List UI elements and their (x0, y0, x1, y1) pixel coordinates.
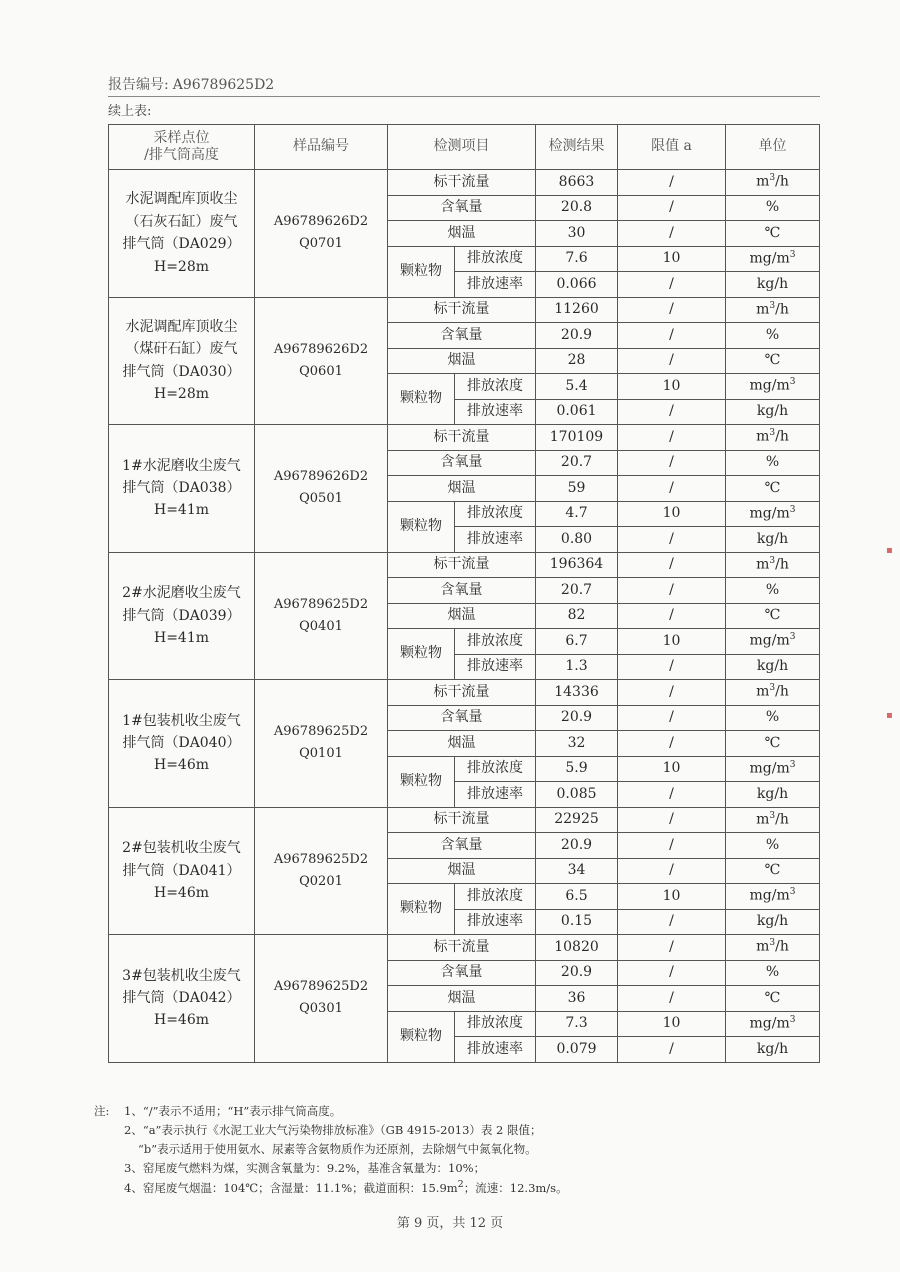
oxygen-label: 含氧量 (388, 323, 536, 349)
site-line: 2#包装机收尘废气 (122, 840, 241, 857)
sample-id-cell (255, 425, 388, 553)
flow-result: 8663 (536, 170, 618, 196)
oxygen-limit: / (618, 833, 726, 859)
flow-unit: $m^3/h$ (726, 552, 820, 578)
conc-label: 排放浓度 (455, 501, 536, 527)
oxygen-unit: % (726, 960, 820, 986)
sample-id-line: Q0501 (299, 491, 343, 507)
oxygen-label: 含氧量 (388, 450, 536, 476)
flow-limit: / (618, 297, 726, 323)
rate-result: 1.3 (536, 654, 618, 680)
temp-limit: / (618, 221, 726, 247)
header-item: 检测项目 (388, 125, 536, 170)
rate-unit: kg/h (726, 782, 820, 808)
rate-unit: kg/h (726, 527, 820, 553)
rate-unit: kg/h (726, 1037, 820, 1063)
conc-limit: 10 (618, 756, 726, 782)
temp-limit: / (618, 986, 726, 1012)
table-row (109, 170, 820, 196)
flow-label: 标干流量 (388, 170, 536, 196)
temp-label: 烟温 (388, 858, 536, 884)
table-header-row (109, 125, 820, 170)
conc-unit: $mg/m^3$ (726, 756, 820, 782)
temp-label: 烟温 (388, 731, 536, 757)
temp-unit: ℃ (726, 603, 820, 629)
oxygen-limit: / (618, 323, 726, 349)
particulate-label: 颗粒物 (388, 246, 455, 297)
site-line: （石灰石缸）废气 (125, 213, 238, 230)
oxygen-result: 20.9 (536, 960, 618, 986)
flow-label: 标干流量 (388, 807, 536, 833)
temp-result: 30 (536, 221, 618, 247)
margin-stamp-mark: ▪ (886, 545, 893, 556)
conc-unit: $mg/m^3$ (726, 501, 820, 527)
temp-limit: / (618, 348, 726, 374)
site-line: 排气筒（DA041） (122, 862, 241, 879)
sample-id-line: Q0301 (299, 1001, 343, 1017)
particulate-label: 颗粒物 (388, 884, 455, 935)
note-4-sup: 2 (457, 1179, 464, 1190)
sample-id-line: Q0101 (299, 746, 343, 762)
temp-result: 28 (536, 348, 618, 374)
note-3: 3、窑尾废气燃料为煤，实测含氧量为：9.2%，基准含氧量为：10%； (124, 1161, 486, 1175)
rate-label: 排放速率 (455, 1037, 536, 1063)
results-table (108, 124, 820, 1063)
sample-id-line: Q0201 (299, 873, 343, 889)
oxygen-result: 20.7 (536, 578, 618, 604)
temp-label: 烟温 (388, 986, 536, 1012)
flow-unit: $m^3/h$ (726, 935, 820, 961)
site-line: 1#水泥磨收尘废气 (122, 457, 241, 474)
conc-limit: 10 (618, 884, 726, 910)
sample-id-cell (255, 935, 388, 1063)
site-line: （煤矸石缸）废气 (125, 341, 238, 358)
conc-label: 排放浓度 (455, 246, 536, 272)
report-number-label: 报告编号: (108, 77, 169, 93)
flow-result: 14336 (536, 680, 618, 706)
site-line: H=46m (153, 1012, 210, 1029)
sample-id-line: A96789625D2 (273, 724, 369, 740)
sample-id-line: Q0701 (299, 236, 343, 252)
conc-label: 排放浓度 (455, 1011, 536, 1037)
conc-unit: $mg/m^3$ (726, 1011, 820, 1037)
flow-label: 标干流量 (388, 297, 536, 323)
oxygen-limit: / (618, 705, 726, 731)
conc-label: 排放浓度 (455, 884, 536, 910)
rate-limit: / (618, 909, 726, 935)
site-line: 2#水泥磨收尘废气 (122, 585, 241, 602)
conc-label: 排放浓度 (455, 756, 536, 782)
oxygen-unit: % (726, 450, 820, 476)
rate-label: 排放速率 (455, 654, 536, 680)
oxygen-limit: / (618, 195, 726, 221)
temp-result: 59 (536, 476, 618, 502)
sample-id-line: A96789626D2 (273, 469, 369, 485)
sample-id-cell (255, 170, 388, 298)
flow-label: 标干流量 (388, 680, 536, 706)
conc-result: 4.7 (536, 501, 618, 527)
site-cell (109, 297, 255, 425)
temp-label: 烟温 (388, 348, 536, 374)
site-line: 水泥调配库顶收尘 (125, 191, 238, 208)
site-line: H=41m (153, 502, 210, 519)
header-sample-id: 样品编号 (255, 125, 388, 170)
rate-unit: kg/h (726, 654, 820, 680)
temp-limit: / (618, 603, 726, 629)
flow-unit: $m^3/h$ (726, 807, 820, 833)
rate-unit: kg/h (726, 399, 820, 425)
site-cell (109, 552, 255, 680)
conc-unit: $mg/m^3$ (726, 884, 820, 910)
continued-label: 续上表: (108, 104, 152, 119)
header-site (109, 125, 255, 170)
temp-label: 烟温 (388, 221, 536, 247)
temp-unit: ℃ (726, 986, 820, 1012)
table-row (109, 935, 820, 961)
sample-id-line: Q0401 (299, 618, 343, 634)
conc-label: 排放浓度 (455, 374, 536, 400)
note-2b-text: “b”表示适用于使用氨水、尿素等含氨物质作为还原剂，去除烟气中氮氧化物。 (138, 1142, 537, 1156)
rate-unit: kg/h (726, 272, 820, 298)
header-site-line: 采样点位 (153, 129, 210, 146)
rate-limit: / (618, 527, 726, 553)
oxygen-unit: % (726, 578, 820, 604)
temp-limit: / (618, 858, 726, 884)
note-2: 2、“a”表示执行《水泥工业大气污染物排放标准》（GB 4915-2013）表 2 限值； (124, 1123, 542, 1137)
sample-id-line: A96789625D2 (273, 979, 369, 995)
flow-limit: / (618, 170, 726, 196)
conc-unit: $mg/m^3$ (726, 374, 820, 400)
rate-label: 排放速率 (455, 527, 536, 553)
rate-label: 排放速率 (455, 909, 536, 935)
oxygen-label: 含氧量 (388, 705, 536, 731)
temp-unit: ℃ (726, 476, 820, 502)
flow-unit: $m^3/h$ (726, 170, 820, 196)
header-limit: 限值 a (618, 125, 726, 170)
temp-label: 烟温 (388, 603, 536, 629)
rate-limit: / (618, 782, 726, 808)
site-line: 排气筒（DA042） (122, 990, 241, 1007)
rate-label: 排放速率 (455, 272, 536, 298)
conc-limit: 10 (618, 374, 726, 400)
temp-limit: / (618, 731, 726, 757)
oxygen-result: 20.7 (536, 450, 618, 476)
sample-id-line: A96789626D2 (273, 214, 369, 230)
conc-result: 5.9 (536, 756, 618, 782)
table-row (109, 552, 820, 578)
table-row (109, 807, 820, 833)
header-site-line: /排气筒高度 (144, 147, 219, 163)
flow-result: 22925 (536, 807, 618, 833)
conc-result: 6.5 (536, 884, 618, 910)
oxygen-unit: % (726, 705, 820, 731)
site-line: H=41m (153, 629, 210, 646)
note-4-prefix: 4、窑尾废气烟温：104℃；含湿量：11.1%；截道面积：15.9m (124, 1180, 458, 1195)
site-line: 排气筒（DA040） (122, 735, 241, 752)
sample-id-cell (255, 297, 388, 425)
temp-unit: ℃ (726, 731, 820, 757)
oxygen-result: 20.9 (536, 323, 618, 349)
flow-label: 标干流量 (388, 425, 536, 451)
site-line: H=46m (153, 884, 210, 901)
oxygen-unit: % (726, 833, 820, 859)
temp-label: 烟温 (388, 476, 536, 502)
conc-result: 5.4 (536, 374, 618, 400)
rate-result: 0.085 (536, 782, 618, 808)
temp-unit: ℃ (726, 348, 820, 374)
rate-result: 0.079 (536, 1037, 618, 1063)
note-4 (94, 1179, 814, 1198)
site-line: 排气筒（DA029） (122, 236, 241, 253)
flow-label: 标干流量 (388, 552, 536, 578)
report-number (108, 74, 278, 94)
header-result: 检测结果 (536, 125, 618, 170)
site-cell (109, 680, 255, 808)
conc-limit: 10 (618, 1011, 726, 1037)
conc-limit: 10 (618, 501, 726, 527)
site-line: 1#包装机收尘废气 (122, 712, 241, 729)
flow-unit: $m^3/h$ (726, 297, 820, 323)
sample-id-line: A96789625D2 (273, 596, 369, 612)
table-row (109, 425, 820, 451)
rate-label: 排放速率 (455, 399, 536, 425)
oxygen-unit: % (726, 323, 820, 349)
rate-label: 排放速率 (455, 782, 536, 808)
oxygen-limit: / (618, 578, 726, 604)
particulate-label: 颗粒物 (388, 629, 455, 680)
temp-result: 32 (536, 731, 618, 757)
particulate-label: 颗粒物 (388, 1011, 455, 1062)
sample-id-line: A96789626D2 (273, 341, 369, 357)
temp-result: 36 (536, 986, 618, 1012)
site-line: 3#包装机收尘废气 (122, 967, 241, 984)
conc-result: 6.7 (536, 629, 618, 655)
sample-id-cell (255, 807, 388, 935)
oxygen-label: 含氧量 (388, 960, 536, 986)
page-number: 第 9 页，共 12 页 (396, 1216, 504, 1231)
temp-result: 82 (536, 603, 618, 629)
rate-limit: / (618, 654, 726, 680)
flow-unit: $m^3/h$ (726, 680, 820, 706)
site-line: 排气筒（DA038） (122, 480, 241, 497)
table-body (109, 170, 820, 1063)
temp-result: 34 (536, 858, 618, 884)
particulate-label: 颗粒物 (388, 501, 455, 552)
oxygen-unit: % (726, 195, 820, 221)
oxygen-result: 20.9 (536, 705, 618, 731)
temp-limit: / (618, 476, 726, 502)
rate-result: 0.80 (536, 527, 618, 553)
sample-id-line: Q0601 (299, 363, 343, 379)
rate-unit: kg/h (726, 909, 820, 935)
rate-limit: / (618, 1037, 726, 1063)
oxygen-result: 20.9 (536, 833, 618, 859)
report-number-value: A96789625D2 (172, 77, 275, 93)
conc-unit: $mg/m^3$ (726, 246, 820, 272)
sample-id-cell (255, 680, 388, 808)
rate-result: 0.061 (536, 399, 618, 425)
oxygen-label: 含氧量 (388, 195, 536, 221)
flow-result: 11260 (536, 297, 618, 323)
note-4-suffix: ；流速：12.3m/s。 (463, 1180, 568, 1195)
flow-limit: / (618, 935, 726, 961)
site-line: H=46m (153, 757, 210, 774)
notes-section (94, 1103, 814, 1198)
header-rule (108, 96, 820, 97)
conc-result: 7.3 (536, 1011, 618, 1037)
flow-limit: / (618, 552, 726, 578)
rate-limit: / (618, 399, 726, 425)
site-line: H=28m (153, 386, 210, 403)
note-1-text: 1、“/”表示不适用；“H”表示排气筒高度。 (124, 1104, 342, 1118)
header-unit: 单位 (726, 125, 820, 170)
site-cell (109, 807, 255, 935)
oxygen-limit: / (618, 960, 726, 986)
table-row (109, 297, 820, 323)
sample-id-cell (255, 552, 388, 680)
table-row (109, 680, 820, 706)
site-cell (109, 935, 255, 1063)
site-line: 排气筒（DA030） (122, 363, 241, 380)
particulate-label: 颗粒物 (388, 374, 455, 425)
note-1 (94, 1103, 814, 1122)
flow-unit: $m^3/h$ (726, 425, 820, 451)
site-line: 排气筒（DA039） (122, 607, 241, 624)
flow-limit: / (618, 680, 726, 706)
site-line: 水泥调配库顶收尘 (125, 318, 238, 335)
conc-limit: 10 (618, 629, 726, 655)
rate-result: 0.066 (536, 272, 618, 298)
conc-limit: 10 (618, 246, 726, 272)
site-cell (109, 170, 255, 298)
oxygen-label: 含氧量 (388, 578, 536, 604)
sample-id-line: A96789625D2 (273, 851, 369, 867)
flow-result: 196364 (536, 552, 618, 578)
site-line: H=28m (153, 258, 210, 275)
flow-result: 170109 (536, 425, 618, 451)
oxygen-result: 20.8 (536, 195, 618, 221)
flow-result: 10820 (536, 935, 618, 961)
rate-limit: / (618, 272, 726, 298)
flow-limit: / (618, 807, 726, 833)
temp-unit: ℃ (726, 221, 820, 247)
particulate-label: 颗粒物 (388, 756, 455, 807)
conc-unit: $mg/m^3$ (726, 629, 820, 655)
conc-result: 7.6 (536, 246, 618, 272)
rate-result: 0.15 (536, 909, 618, 935)
temp-unit: ℃ (726, 858, 820, 884)
flow-limit: / (618, 425, 726, 451)
oxygen-label: 含氧量 (388, 833, 536, 859)
flow-label: 标干流量 (388, 935, 536, 961)
conc-label: 排放浓度 (455, 629, 536, 655)
oxygen-limit: / (618, 450, 726, 476)
margin-stamp-mark: ▪ (886, 710, 893, 721)
note-2b (94, 1141, 814, 1160)
notes-lead: 注: (94, 1104, 110, 1118)
site-cell (109, 425, 255, 553)
